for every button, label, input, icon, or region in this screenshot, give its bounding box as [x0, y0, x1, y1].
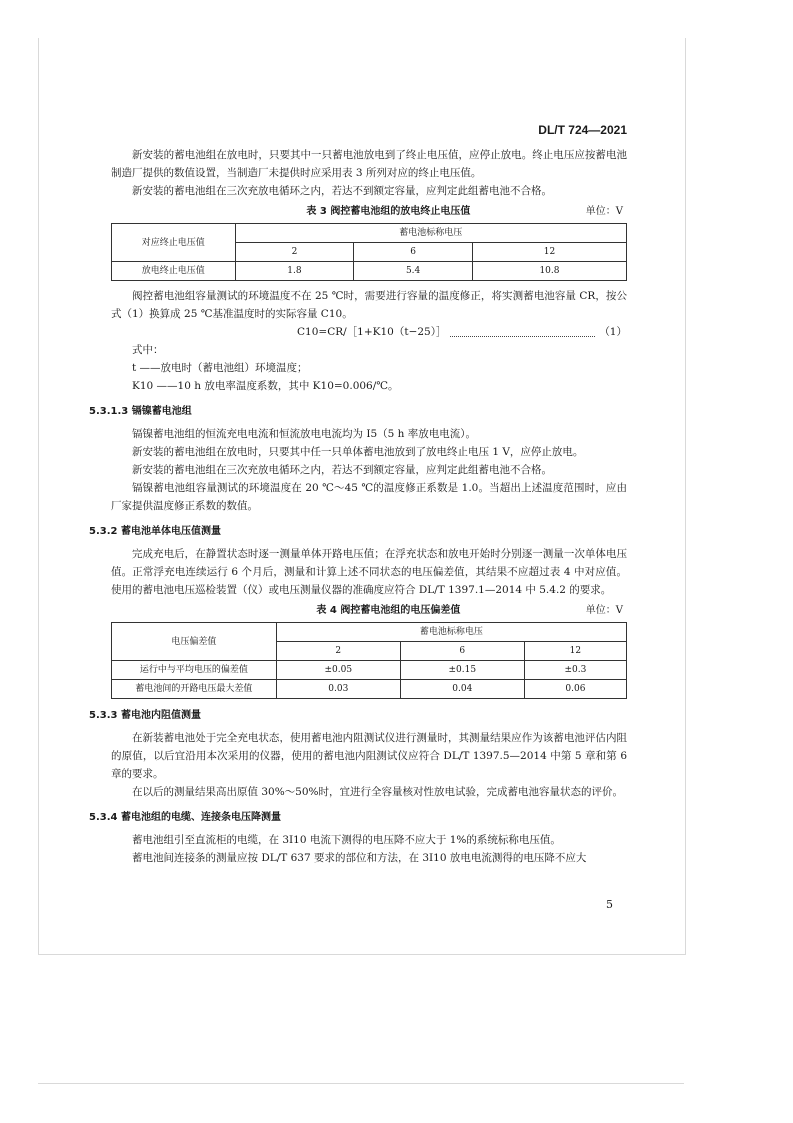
table4-cell: 0.03: [276, 680, 400, 699]
paragraph: 完成充电后，在静置状态时逐一测量单体开路电压值；在浮充状态和放电开始时分别逐一测量一次单体电压值。正常浮充电连续运行 6 个月后，测量和计算上述不同状态的电压偏差值，其结果不应超过表 4 中对应值。使用的蓄电池电压巡检装置（仪）或电压测量仪器的准确度应符合 DL/T 1397.1—2014 中 5.4.2 的要求。: [111, 548, 627, 596]
table4-row-label: 蓄电池间的开路电压最大差值: [112, 680, 277, 699]
formula: C10=CR/［1+K10（t−25）］: [297, 326, 447, 338]
definition-t: t ——放电时（蓄电池组）环境温度；: [132, 362, 308, 374]
section-heading-5313: 5.3.1.3 镉镍蓄电池组: [89, 406, 192, 417]
table4-row-header: 电压偏差值: [112, 623, 277, 661]
table3-col-header: 2: [235, 243, 354, 262]
paragraph: 新安装的蓄电池组在三次充放电循环之内，若达不到额定容量，应判定此组蓄电池不合格。: [132, 464, 552, 476]
formula-number: （1）: [599, 326, 627, 338]
table4-group-header: 蓄电池标称电压: [276, 623, 626, 642]
table3-row-header: 对应终止电压值: [112, 224, 236, 262]
formula-1: [111, 323, 627, 341]
section-heading-533: 5.3.3 蓄电池内阻值测量: [89, 710, 201, 721]
paragraph: 蓄电池组引至直流柜的电缆，在 3I10 电流下测得的电压降不应大于 1%的系统标称电压值。: [132, 834, 561, 846]
table4-col-header: 12: [524, 642, 626, 661]
table3-group-header: 蓄电池标称电压: [235, 224, 626, 243]
table3-cell: 10.8: [472, 262, 626, 281]
page-content: [89, 146, 627, 867]
paragraph: 新安装的蓄电池组在三次充放电循环之内，若达不到额定容量，应判定此组蓄电池不合格。: [132, 185, 552, 197]
table-row: [112, 680, 627, 699]
section-heading-532: 5.3.2 蓄电池单体电压值测量: [89, 526, 221, 537]
paragraph: 镉镍蓄电池组容量测试的环境温度在 20 ℃～45 ℃的温度修正系数是 1.0。当超出上述温度范围时，应由厂家提供温度修正系数的数值。: [111, 482, 627, 512]
where-label: 式中：: [132, 344, 164, 356]
table4-cell: 0.04: [400, 680, 524, 699]
paragraph: 在以后的测量结果高出原值 30%～50%时，宜进行全容量核对性放电试验，完成蓄电池容量状态的评价。: [132, 786, 624, 798]
table-row: [112, 661, 627, 680]
paragraph: 镉镍蓄电池组的恒流充电电流和恒流放电电流均为 I5（5 h 率放电电流）。: [132, 428, 477, 440]
table4-caption-row: [111, 601, 627, 620]
table4-unit: 单位：V: [585, 604, 623, 616]
leader-dots: [450, 327, 595, 337]
table3-caption: 表 3 阀控蓄电池组的放电终止电压值: [306, 205, 471, 217]
page-number: 5: [606, 898, 613, 911]
table4-cell: ±0.3: [524, 661, 626, 680]
table4: [111, 622, 627, 699]
table4-cell: 0.06: [524, 680, 626, 699]
table3-row-label: 放电终止电压值: [112, 262, 236, 281]
table4-caption: 表 4 阀控蓄电池组的电压偏差值: [316, 604, 461, 616]
table3-col-header: 6: [354, 243, 473, 262]
table4-cell: ±0.15: [400, 661, 524, 680]
table3: [111, 223, 627, 281]
paragraph: 新安装的蓄电池组在放电时，只要其中一只蓄电池放电到了终止电压值，应停止放电。终止电压应按蓄电池制造厂提供的数值设置，当制造厂未提供时应采用表 3 所列对应的终止电压值。: [111, 149, 627, 179]
table4-cell: ±0.05: [276, 661, 400, 680]
paragraph: 蓄电池间连接条的测量应按 DL/T 637 要求的部位和方法，在 3I10 放电电流测得的电压降不应大: [132, 852, 587, 864]
paragraph: 阀控蓄电池组容量测试的环境温度不在 25 ℃时，需要进行容量的温度修正，将实测蓄电池容量 CR，按公式（1）换算成 25 ℃基准温度时的实际容量 C10。: [111, 290, 627, 320]
table4-col-header: 6: [400, 642, 524, 661]
table3-unit: 单位：V: [585, 205, 623, 217]
table4-col-header: 2: [276, 642, 400, 661]
standard-number: DL/T 724—2021: [538, 123, 627, 137]
paragraph: 新安装的蓄电池组在放电时，只要其中任一只单体蓄电池放到了放电终止电压 1 V，应停止放电。: [132, 446, 584, 458]
paragraph: 在新装蓄电池处于完全充电状态，使用蓄电池内阻测试仪进行测量时，其测量结果应作为该蓄电池评估内阻的原值，以后宜沿用本次采用的仪器，使用的蓄电池内阻测试仪应符合 DL/T 1397.5—2014 中第 5 章和第 6 章的要求。: [111, 732, 627, 780]
definition-k: K10 ——10 h 放电率温度系数，其中 K10=0.006/℃。: [132, 380, 399, 392]
bottom-rule: [38, 1083, 684, 1084]
table3-cell: 5.4: [354, 262, 473, 281]
table3-col-header: 12: [472, 243, 626, 262]
table4-row-label: 运行中与平均电压的偏差值: [112, 661, 277, 680]
table3-cell: 1.8: [235, 262, 354, 281]
table3-caption-row: [111, 202, 627, 221]
section-heading-534: 5.3.4 蓄电池组的电缆、连接条电压降测量: [89, 812, 281, 823]
table-row: [112, 262, 627, 281]
